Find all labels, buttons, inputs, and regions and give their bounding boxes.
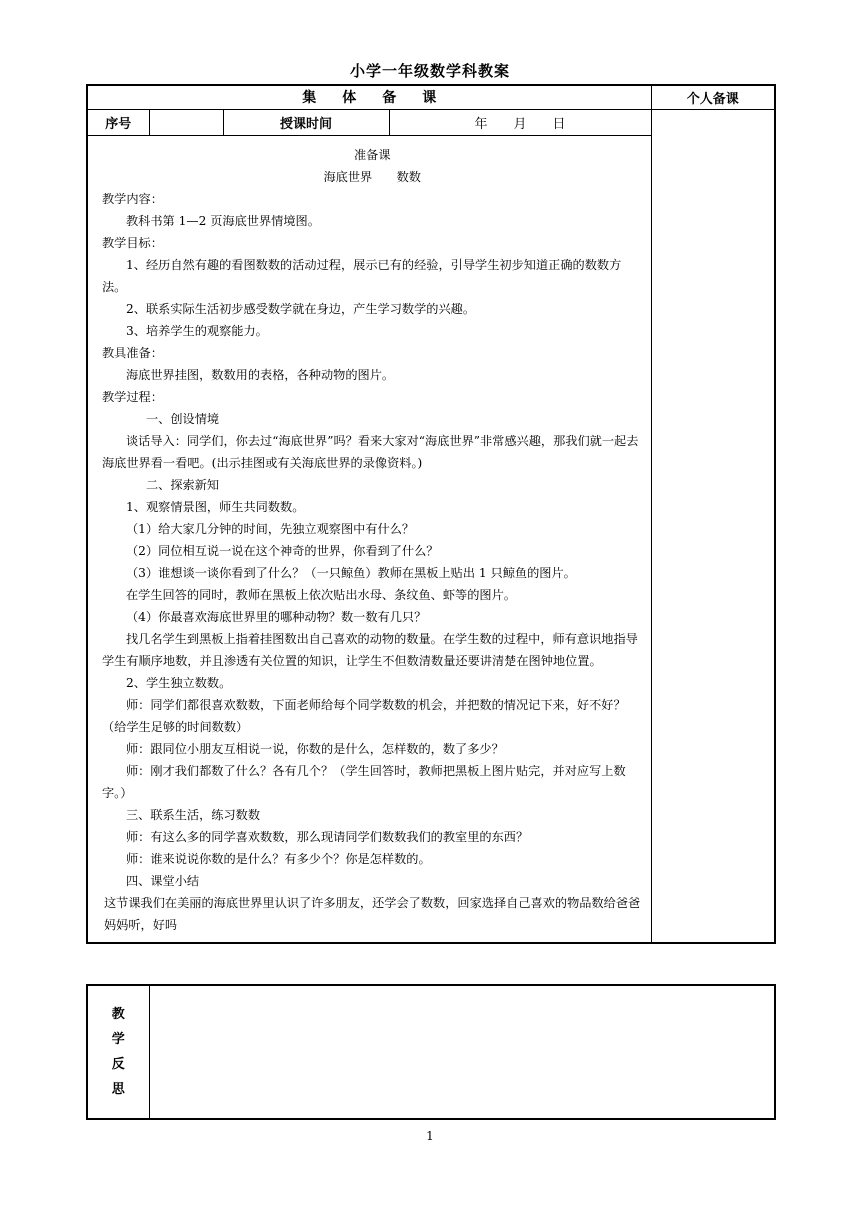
step-heading: 一、创设情境 — [146, 411, 220, 426]
section-heading: 教具准备： — [102, 345, 163, 360]
step-heading: 二、探索新知 — [146, 477, 220, 492]
time-label: 授课时间 — [223, 109, 389, 135]
summary-text: 这节课我们在美丽的海底世界里认识了许多朋友，还学会了数数，回家选择自己喜欢的物品数给爸爸妈妈听，好吗 — [104, 895, 641, 932]
objective-item: 2、联系实际生活初步感受数学就在身边，产生学习数学的兴趣。 — [126, 301, 476, 316]
personal-prep-header: 个人备课 — [651, 85, 775, 109]
lesson-topic: 海底世界 数数 — [323, 169, 421, 184]
section-heading: 教学内容： — [102, 191, 163, 206]
seq-value — [149, 109, 223, 135]
lesson-plan-table — [86, 84, 776, 944]
reflection-label-char: 思 — [111, 1082, 125, 1097]
content-line: 师：同学们都很喜欢数数，下面老师给每个同学数数的机会，并把数的情况记下来，好不好？（给学生足够的时间数数） — [102, 697, 626, 734]
page-number: 1 — [426, 1129, 434, 1143]
date-field: 年 月 日 — [389, 109, 651, 135]
content-line: 找几名学生到黑板上指着挂图数出自己喜欢的动物的数量。在学生数的过程中，师有意识地指导学生有顺序地数，并且渗透有关位置的知识，让学生不但数清数量还要讲清楚在图钟地位置。 — [102, 631, 638, 668]
reflection-table — [86, 984, 776, 1120]
lesson-type: 准备课 — [353, 147, 391, 162]
content-line: （3）谁想谈一谈你看到了什么？（一只鲸鱼）教师在黑板上贴出 1 只鲸鱼的图片。 — [126, 565, 576, 580]
seq-label: 序号 — [87, 109, 149, 135]
content-line: （1）给大家几分钟的时间，先独立观察图中有什么？ — [126, 521, 415, 536]
personal-notes-cell — [651, 109, 775, 943]
objective-item: 1、经历自然有趣的看图数数的活动过程，展示已有的经验，引导学生初步知道正确的数数方法。 — [102, 257, 622, 294]
reflection-content — [149, 985, 775, 1119]
step-heading: 三、联系生活，练习数数 — [126, 807, 261, 822]
reflection-label — [87, 985, 149, 1119]
section-heading: 教学过程： — [102, 389, 163, 404]
content-line: 谈话导入：同学们，你去过“海底世界”吗？看来大家对“海底世界”非常感兴趣，那我们就一起去海底世界看一看吧。(出示挂图或有关海底世界的录像资料。) — [102, 433, 639, 470]
content-line: （2）同位相互说一说在这个神奇的世界，你看到了什么？ — [126, 543, 439, 558]
content-line: 在学生回答的同时，教师在黑板上依次贴出水母、条纹鱼、虾等的图片。 — [126, 587, 516, 602]
reflection-label-char: 反 — [111, 1057, 125, 1072]
content-line: 1、观察情景图，师生共同数数。 — [126, 499, 305, 514]
step-heading: 四、课堂小结 — [126, 873, 200, 888]
reflection-label-char: 学 — [111, 1032, 125, 1047]
content-line: （4）你最喜欢海底世界里的哪种动物？数一数有几只？ — [126, 609, 427, 624]
lesson-content — [87, 135, 651, 943]
content-line: 海底世界挂图，数数用的表格，各种动物的图片。 — [126, 367, 395, 382]
content-line: 师：跟同位小朋友互相说一说，你数的是什么，怎样数的，数了多少？ — [126, 741, 504, 756]
content-line: 教科书第 1—2 页海底世界情境图。 — [126, 213, 320, 228]
content-line: 师：谁来说说你数的是什么？有多少个？你是怎样数的。 — [126, 851, 431, 866]
collective-prep-header: 集体备课 — [87, 85, 651, 109]
content-line: 师：有这么多的同学喜欢数数，那么现请同学们数数我们的教室里的东西？ — [126, 829, 529, 844]
reflection-label-char: 教 — [111, 1007, 125, 1022]
document-title: 小学一年级数学科教案 — [349, 62, 510, 80]
objective-item: 3、培养学生的观察能力。 — [126, 323, 268, 338]
content-line: 2、学生独立数数。 — [126, 675, 232, 690]
section-heading: 教学目标： — [102, 235, 163, 250]
content-line: 师：刚才我们都数了什么？各有几个？（学生回答时，教师把黑板上图片贴完，并对应写上数字。） — [102, 763, 626, 800]
